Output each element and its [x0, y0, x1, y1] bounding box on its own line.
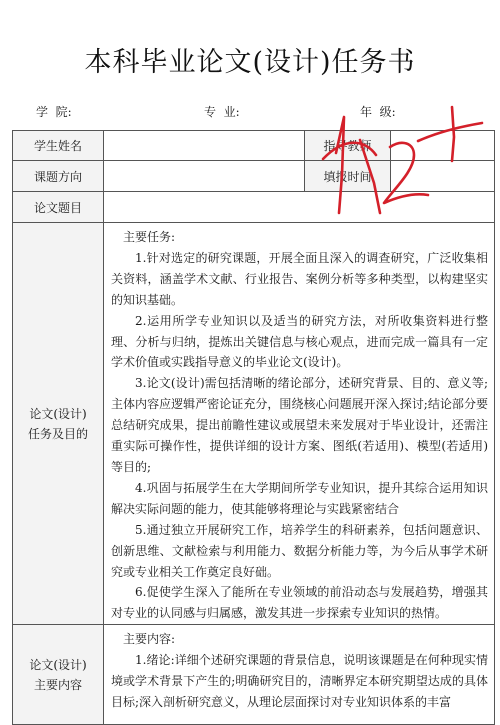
document-title: 本科毕业论文(设计)任务书 [84, 47, 416, 78]
content-heading: 主要内容: [123, 632, 176, 647]
tasks-heading: 主要任务: [123, 230, 176, 244]
meta-line [0, 103, 500, 119]
thesis-title-label: 论文题目 [13, 192, 104, 223]
tasks-label-line2: 任务及目的 [27, 426, 88, 441]
table-row [13, 625, 495, 725]
task-item-1: 1.针对选定的研究课题，开展全面且深入的调查研究，广泛收集相关资料，涵盖学术文献、行业报告、案例分析等多种类型，以构建坚实的知识基础。 [111, 250, 488, 307]
tasks-content [104, 223, 495, 625]
student-name-value[interactable] [104, 131, 305, 161]
task-item-6: 6.促使学生深入了能所在专业领域的前沿动态与发展趋势，增强其对专业的认同感与归属感，激发其进一步探索专业知识的热情。 [111, 585, 488, 621]
task-item-4: 4.巩固与拓展学生在大学期间所学专业知识，提升其综合运用知识解决实际问题的能力，使其能够将理论与实践紧密结合 [111, 480, 488, 516]
table-row [13, 161, 495, 192]
table-row [13, 192, 495, 223]
major-label: 专 业: [204, 105, 240, 119]
thesis-title-value[interactable] [104, 192, 495, 223]
content-item-1: 1.绪论:详细个述研究课题的背景信息，说明该课题是在何种现实情境或学术背景下产生的;明确研究目的，清晰界定本研究期望达成的具体目标;深入剖析研究意义，从理论层面探讨对专业知识体系的丰富 [111, 653, 488, 709]
college-label: 学 院: [36, 105, 72, 119]
topic-direction-value[interactable] [104, 161, 305, 192]
student-name-label: 学生姓名 [13, 131, 104, 161]
task-item-3: 3.论文(设计)需包括清晰的绪论部分，述研究背景、目的、意义等;主体内容应逻辑严密论证充分，围绕核心问题展开深入探讨;结论部分要总结研究成果，提出前瞻性建议或展望未来发展对于毕业设计，还需注重实际可操作性，提供详细的设计方案、图纸(若适用)、模型(若适用)等目的; [111, 376, 488, 474]
advisor-label: 指导教师 [305, 131, 391, 161]
content-label-line2: 主要内容 [33, 677, 82, 692]
table-row [13, 223, 495, 625]
fill-time-value[interactable] [391, 161, 495, 192]
grade-label: 年 级: [360, 105, 396, 119]
task-form-table [12, 130, 495, 725]
content-label-line1: 论文(设计) [29, 657, 87, 672]
table-row [13, 131, 495, 161]
task-item-5: 5.通过独立开展研究工作，培养学生的科研素养，包括问题意识、创新思维、文献检索与利用能力、数据分析能力等，为今后从事学术研究或专业相关工作奠定良好础。 [111, 522, 488, 579]
advisor-value[interactable] [391, 131, 495, 161]
content-label [13, 625, 104, 725]
fill-time-label: 填报时间 [305, 161, 391, 192]
tasks-label-line1: 论文(设计) [29, 406, 87, 421]
main-content [104, 625, 495, 725]
topic-direction-label: 课题方向 [13, 161, 104, 192]
tasks-label [13, 223, 104, 625]
task-item-2: 2.运用所学专业知识以及适当的研究方法，对所收集资料进行整理、分析与归纳，提炼出关键信息与核心观点，进而完成一篇具有一定学术价值或实践指导意义的毕业论文(设计)。 [111, 313, 488, 370]
